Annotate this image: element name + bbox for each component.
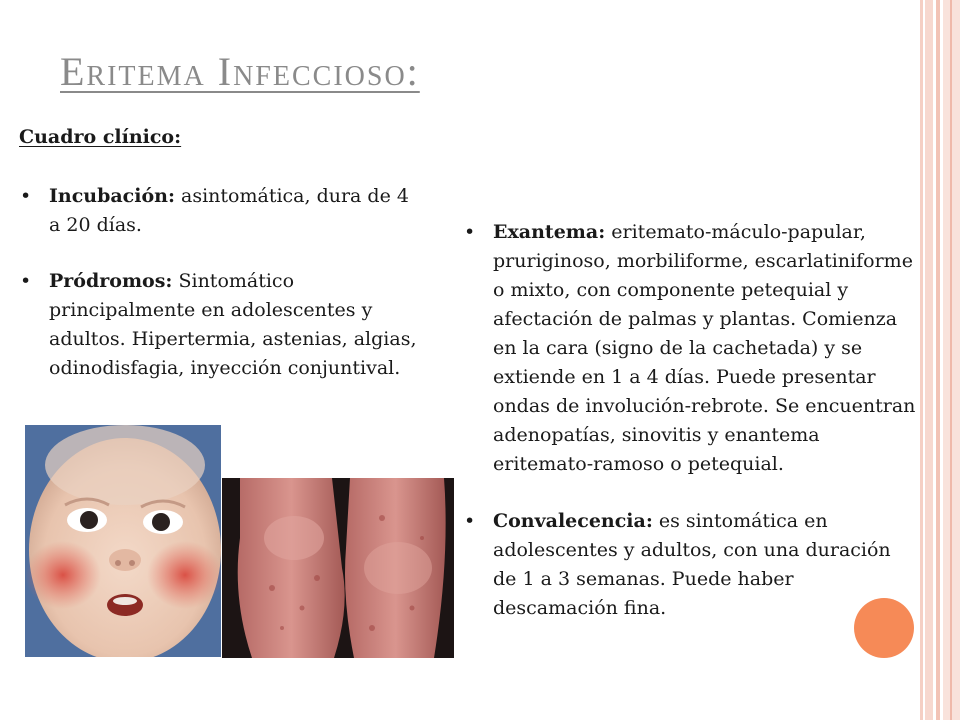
item-label: Convalecencia: bbox=[493, 510, 653, 532]
child-face-illustration bbox=[25, 425, 221, 657]
legs-rash-photo bbox=[222, 478, 454, 658]
item-text: eritemato-máculo-papular, pruriginoso, morbiliforme, escarlatiniforme o mixto, con componente petequial y afectación de palmas y plantas. Comienza en la cara (signo de la cachetada) y se extiende en 1 a 4 días. Puede presentar ondas de involución-rebrote. Se encuentran adenopatías, sinovitis y enantema eritemato-ramoso o petequial. bbox=[493, 221, 916, 475]
child-face-photo bbox=[25, 425, 221, 657]
right-bullet-list bbox=[464, 218, 919, 623]
item-label: Pródromos: bbox=[49, 270, 173, 292]
list-item-prodromos bbox=[20, 267, 420, 383]
item-text: es sintomática en adolescentes y adultos, con una duración de 1 a 3 semanas. Puede haber descamación fina. bbox=[493, 510, 891, 619]
list-item-exantema bbox=[464, 218, 919, 479]
legs-rash-illustration bbox=[222, 478, 454, 658]
list-item-convalecencia bbox=[464, 507, 919, 623]
bullet-icon: • bbox=[464, 221, 476, 243]
slide-title: Eritema Infeccioso: bbox=[60, 49, 420, 94]
decor-stripe bbox=[950, 0, 952, 720]
item-text: asintomática, dura de 4 a 20 días. bbox=[49, 185, 409, 236]
bullet-icon: • bbox=[464, 510, 476, 532]
decor-stripe bbox=[920, 0, 923, 720]
item-text: Sintomático principalmente en adolescentes y adultos. Hipertermia, astenias, algias, odinodisfagia, inyección conjuntival. bbox=[49, 270, 417, 379]
item-label: Incubación: bbox=[49, 185, 175, 207]
left-bullet-list bbox=[20, 182, 420, 383]
bullet-icon: • bbox=[20, 185, 32, 207]
decor-circle-icon bbox=[854, 598, 914, 658]
list-item-incubacion bbox=[20, 182, 420, 240]
decor-stripe bbox=[925, 0, 933, 720]
item-label: Exantema: bbox=[493, 221, 606, 243]
decor-stripe bbox=[936, 0, 940, 720]
section-subtitle: Cuadro clínico: bbox=[19, 126, 182, 148]
bullet-icon: • bbox=[20, 270, 32, 292]
